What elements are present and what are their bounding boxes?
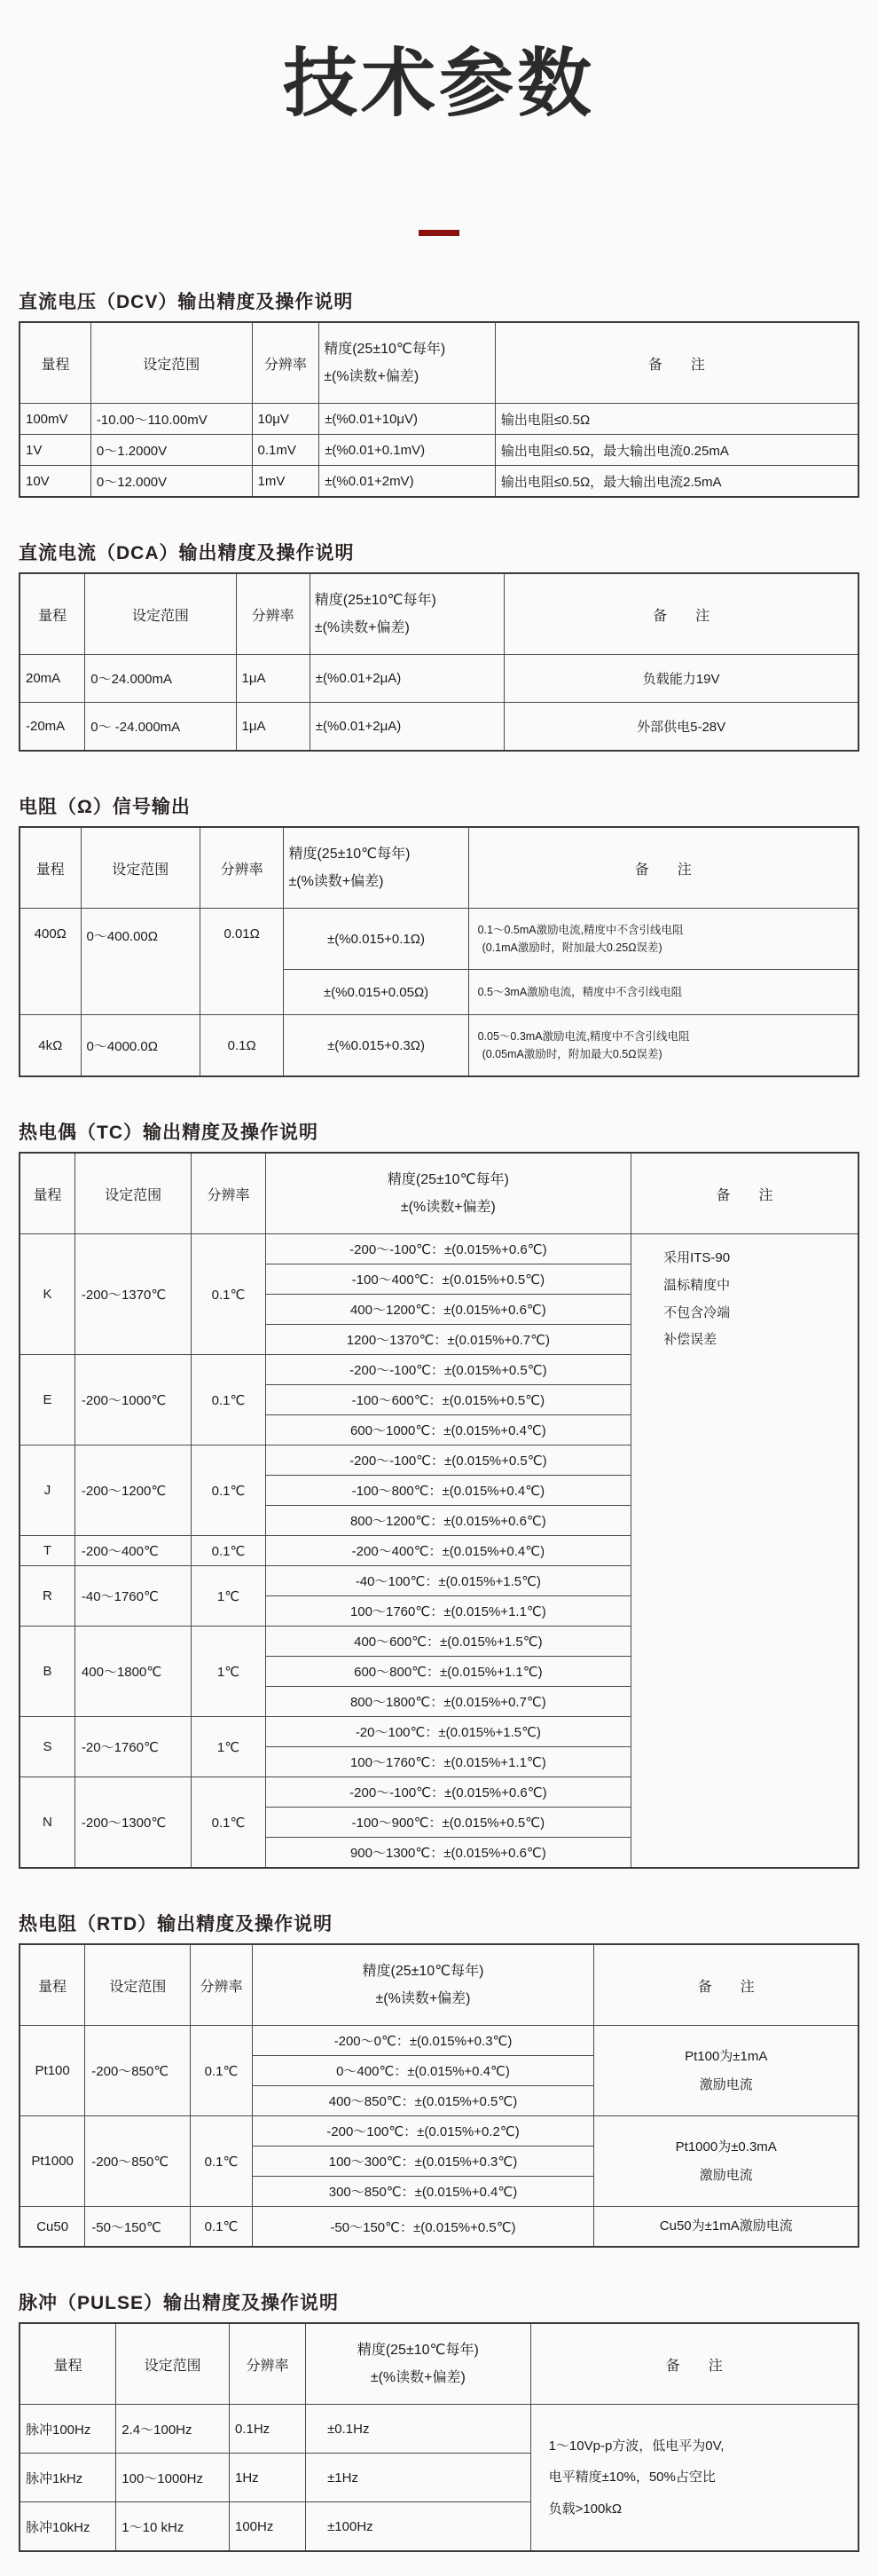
col-header-resolution: 分辨率 [236,573,310,655]
accuracy-header-line2: ±(%读数+偏差) [324,369,419,384]
col-header-setting: 设定范围 [90,322,252,404]
cell-setting: -50～150℃ [85,2207,191,2248]
cell-accuracy: 800～1200℃：±(0.015%+0.6℃) [265,1506,631,1536]
cell-setting: -10.00～110.00mV [90,404,252,435]
cell-resolution: 1μA [236,655,310,703]
cell-range: B [20,1627,74,1717]
col-header-setting: 设定范围 [81,827,200,909]
cell-resolution: 1℃ [192,1627,265,1717]
note-line: (0.05mA激励时，附加最大0.5Ω误差) [482,1048,662,1060]
cell-resolution: 0.1℃ [192,1777,265,1869]
cell-accuracy: 900～1300℃：±(0.015%+0.6℃) [265,1838,631,1869]
table-header-row [20,827,858,909]
col-header-note: 备 注 [495,322,858,404]
cell-note [530,2405,858,2552]
cell-resolution: 0.1℃ [191,2207,252,2248]
cell-setting: 0～400.00Ω [81,909,200,1015]
cell-resolution: 100Hz [229,2502,305,2552]
cell-accuracy: ±(%0.015+0.3Ω) [284,1015,468,1077]
note-line: 温标精度中 [663,1277,731,1293]
cell-range: R [20,1566,74,1627]
accuracy-header-line2: ±(%读数+偏差) [288,874,384,889]
col-header-note: 备 注 [530,2323,858,2405]
section-rtd [19,1910,859,2248]
col-header-note: 备 注 [468,827,858,909]
cell-setting: 0～24.000mA [85,655,236,703]
note-line: (0.1mA激励时，附加最大0.25Ω误差) [482,941,662,954]
cell-accuracy: -200～100℃：±(0.015%+0.2℃) [252,2116,594,2147]
section-title: 热电偶（TC）输出精度及操作说明 [19,1123,318,1143]
cell-range: T [20,1536,74,1566]
cell-setting: -200～1300℃ [74,1777,191,1869]
note-line: 1～10Vp-p方波，低电平为0V, [548,2438,725,2454]
table-row [20,2026,858,2056]
cell-accuracy: -50～150℃：±(0.015%+0.5℃) [252,2207,594,2248]
cell-resolution: 0.1Hz [229,2405,305,2454]
note-line: 电平精度±10%，50%占空比 [548,2470,716,2485]
cell-accuracy: 300～850℃：±(0.015%+0.4℃) [252,2177,594,2207]
cell-setting: -40～1760℃ [74,1566,191,1627]
cell-setting: 2.4～100Hz [116,2405,230,2454]
cell-accuracy: ±(%0.01+2mV) [319,466,496,498]
cell-accuracy: -100～800℃：±(0.015%+0.4℃) [265,1476,631,1506]
col-header-accuracy [265,1153,631,1234]
cell-accuracy: -200～-100℃：±(0.015%+0.5℃) [265,1355,631,1385]
cell-accuracy: 600～800℃：±(0.015%+1.1℃) [265,1657,631,1687]
col-header-resolution: 分辨率 [229,2323,305,2405]
col-header-note: 备 注 [631,1153,858,1234]
cell-range: J [20,1446,74,1536]
accuracy-header-line2: ±(%读数+偏差) [370,2370,466,2385]
cell-resolution: 10μV [252,404,319,435]
cell-range: Pt1000 [20,2116,85,2207]
cell-resolution: 0.1℃ [191,2026,252,2116]
cell-note: 输出电阻≤0.5Ω [495,404,858,435]
table-header-row [20,1944,858,2026]
table-row [20,655,858,703]
cell-range: 400Ω [20,909,81,1015]
table-row [20,435,858,466]
cell-resolution: 0.1℃ [192,1536,265,1566]
col-header-range: 量程 [20,1944,85,2026]
note-line: Pt1000为±0.3mA [675,2139,777,2155]
col-header-accuracy [310,573,504,655]
cell-setting: 0～ -24.000mA [85,703,236,752]
note-line: 不包含冷端 [663,1304,731,1320]
col-header-setting: 设定范围 [74,1153,191,1234]
cell-note: Cu50为±1mA激励电流 [594,2207,858,2248]
cell-accuracy: -200～400℃：±(0.015%+0.4℃) [265,1536,631,1566]
page [0,37,878,2576]
table-row [20,2116,858,2147]
cell-accuracy: ±100Hz [306,2502,531,2552]
section-pulse [19,2288,859,2552]
table-row [20,2405,858,2454]
cell-accuracy: 400～1200℃：±(0.015%+0.6℃) [265,1295,631,1325]
cell-accuracy: ±0.1Hz [306,2405,531,2454]
cell-note: 输出电阻≤0.5Ω，最大输出电流2.5mA [495,466,858,498]
cell-setting: -20～1760℃ [74,1717,191,1777]
cell-range: 10V [20,466,90,498]
col-header-setting: 设定范围 [85,1944,191,2026]
cell-accuracy: ±(%0.015+0.05Ω) [284,970,468,1015]
note-line: 激励电流 [699,2167,753,2183]
cell-accuracy: -20～100℃：±(0.015%+1.5℃) [265,1717,631,1747]
note-line: 补偿误差 [663,1332,717,1348]
section-tc [19,1118,859,1869]
table-row [20,404,858,435]
cell-resolution: 0.1℃ [192,1446,265,1536]
cell-accuracy: ±(%0.01+10μV) [319,404,496,435]
cell-range: -20mA [20,703,85,752]
cell-accuracy: -200～-100℃：±(0.015%+0.6℃) [265,1777,631,1808]
table-header-row [20,2323,858,2405]
col-header-note: 备 注 [594,1944,858,2026]
cell-resolution: 1℃ [192,1566,265,1627]
table-row [20,703,858,752]
cell-accuracy: -100～400℃：±(0.015%+0.5℃) [265,1264,631,1295]
cell-setting: -200～400℃ [74,1536,191,1566]
section-title: 电阻（Ω）信号输出 [19,797,191,817]
accuracy-header-line2: ±(%读数+偏差) [375,1991,471,2006]
table-row [20,466,858,498]
col-header-resolution: 分辨率 [191,1944,252,2026]
cell-accuracy: ±(%0.01+0.1mV) [319,435,496,466]
cell-accuracy: -100～900℃：±(0.015%+0.5℃) [265,1808,631,1838]
dca-table [19,572,859,752]
cell-accuracy: ±1Hz [306,2454,531,2502]
section-dcv [19,288,859,498]
accuracy-header-line2: ±(%读数+偏差) [314,620,410,635]
cell-accuracy: 400～850℃：±(0.015%+0.5℃) [252,2086,594,2116]
cell-range: Cu50 [20,2207,85,2248]
cell-accuracy: 100～1760℃：±(0.015%+1.1℃) [265,1596,631,1627]
title-underline [419,230,459,236]
cell-setting: -200～1370℃ [74,1234,191,1355]
cell-accuracy: 1200～1370℃：±(0.015%+0.7℃) [265,1325,631,1355]
cell-accuracy: ±(%0.015+0.1Ω) [284,909,468,970]
cell-note: 输出电阻≤0.5Ω，最大输出电流0.25mA [495,435,858,466]
page-title: 技术参数 [282,42,595,125]
cell-note: 负载能力19V [505,655,858,703]
cell-resolution: 0.1℃ [191,2116,252,2207]
cell-accuracy: 600～1000℃：±(0.015%+0.4℃) [265,1415,631,1446]
cell-note [594,2116,858,2207]
cell-setting: -200～1000℃ [74,1355,191,1446]
cell-accuracy: 0～400℃：±(0.015%+0.4℃) [252,2056,594,2086]
cell-accuracy: -40～100℃：±(0.015%+1.5℃) [265,1566,631,1596]
section-dca [19,539,859,752]
cell-note [468,1015,858,1077]
cell-accuracy: 800～1800℃：±(0.015%+0.7℃) [265,1687,631,1717]
section-title: 热电阻（RTD）输出精度及操作说明 [19,1914,333,1934]
cell-setting: 100～1000Hz [116,2454,230,2502]
cell-note [468,909,858,970]
cell-resolution: 1mV [252,466,319,498]
cell-range: Pt100 [20,2026,85,2116]
col-header-resolution: 分辨率 [200,827,284,909]
accuracy-header-line1: 精度(25±10℃每年) [362,1963,484,1979]
col-header-note: 备 注 [505,573,858,655]
cell-range: K [20,1234,74,1355]
cell-note: 外部供电5-28V [505,703,858,752]
col-header-accuracy [306,2323,531,2405]
col-header-accuracy [252,1944,594,2026]
accuracy-header-line1: 精度(25±10℃每年) [357,2342,479,2358]
cell-range: 20mA [20,655,85,703]
cell-range: N [20,1777,74,1869]
cell-accuracy: ±(%0.01+2μA) [310,703,504,752]
note-line: 0.05～0.3mA激励电流,精度中不含引线电阻 [477,1030,690,1043]
table-row [20,1234,858,1264]
accuracy-header-line2: ±(%读数+偏差) [400,1200,496,1215]
col-header-setting: 设定范围 [116,2323,230,2405]
cell-setting: 1～10 kHz [116,2502,230,2552]
accuracy-header-line1: 精度(25±10℃每年) [387,1171,509,1187]
note-line: Pt100为±1mA [685,2049,768,2064]
cell-range: S [20,1717,74,1777]
cell-setting: 400～1800℃ [74,1627,191,1717]
tc-table [19,1152,859,1869]
cell-accuracy: -200～0℃：±(0.015%+0.3℃) [252,2026,594,2056]
cell-range: E [20,1355,74,1446]
cell-resolution: 0.1mV [252,435,319,466]
cell-accuracy: -100～600℃：±(0.015%+0.5℃) [265,1385,631,1415]
cell-resolution: 0.1℃ [192,1355,265,1446]
cell-setting: -200～850℃ [85,2116,191,2207]
table-header-row [20,573,858,655]
cell-range: 脉冲100Hz [20,2405,116,2454]
col-header-setting: 设定范围 [85,573,236,655]
col-header-range: 量程 [20,1153,74,1234]
cell-setting: 0～12.000V [90,466,252,498]
col-header-resolution: 分辨率 [192,1153,265,1234]
section-title: 直流电压（DCV）输出精度及操作说明 [19,292,354,312]
col-header-accuracy [319,322,496,404]
col-header-range: 量程 [20,2323,116,2405]
cell-accuracy: -200～-100℃：±(0.015%+0.6℃) [265,1234,631,1264]
accuracy-header-line1: 精度(25±10℃每年) [314,592,436,608]
col-header-resolution: 分辨率 [252,322,319,404]
table-row [20,909,858,970]
table-row [20,2207,858,2248]
cell-range: 4kΩ [20,1015,81,1077]
section-title: 直流电流（DCA）输出精度及操作说明 [19,543,355,563]
note-line: 激励电流 [699,2076,753,2092]
cell-setting: -200～850℃ [85,2026,191,2116]
note-line: 0.1～0.5mA激励电流,精度中不含引线电阻 [477,924,684,936]
cell-note: 0.5～3mA激励电流，精度中不含引线电阻 [468,970,858,1015]
col-header-range: 量程 [20,827,81,909]
cell-accuracy: 100～300℃：±(0.015%+0.3℃) [252,2147,594,2177]
accuracy-header-line1: 精度(25±10℃每年) [288,846,411,862]
col-header-range: 量程 [20,573,85,655]
cell-setting: -200～1200℃ [74,1446,191,1536]
cell-setting: 0～4000.0Ω [81,1015,200,1077]
section-resistance [19,792,859,1077]
resistance-table [19,826,859,1077]
cell-range: 1V [20,435,90,466]
cell-accuracy: 100～1760℃：±(0.015%+1.1℃) [265,1747,631,1777]
dcv-table [19,321,859,498]
cell-range: 脉冲1kHz [20,2454,116,2502]
note-line: 负载>100kΩ [548,2501,623,2517]
note-line: 采用ITS-90 [663,1250,731,1265]
cell-resolution: 1℃ [192,1717,265,1777]
cell-resolution: 0.1Ω [200,1015,284,1077]
table-header-row [20,1153,858,1234]
cell-resolution: 1μA [236,703,310,752]
pulse-table [19,2322,859,2552]
col-header-accuracy [284,827,468,909]
col-header-range: 量程 [20,322,90,404]
cell-note [594,2026,858,2116]
section-title: 脉冲（PULSE）输出精度及操作说明 [19,2293,340,2313]
cell-range: 脉冲10kHz [20,2502,116,2552]
cell-range: 100mV [20,404,90,435]
cell-accuracy: ±(%0.01+2μA) [310,655,504,703]
cell-accuracy: -200～-100℃：±(0.015%+0.5℃) [265,1446,631,1476]
cell-resolution: 0.01Ω [200,909,284,1015]
cell-resolution: 1Hz [229,2454,305,2502]
accuracy-header-line1: 精度(25±10℃每年) [324,341,446,357]
cell-setting: 0～1.2000V [90,435,252,466]
cell-resolution: 0.1℃ [192,1234,265,1355]
table-header-row [20,322,858,404]
rtd-table [19,1943,859,2248]
cell-note [631,1234,858,1869]
table-row [20,1015,858,1077]
cell-accuracy: 400～600℃：±(0.015%+1.5℃) [265,1627,631,1657]
